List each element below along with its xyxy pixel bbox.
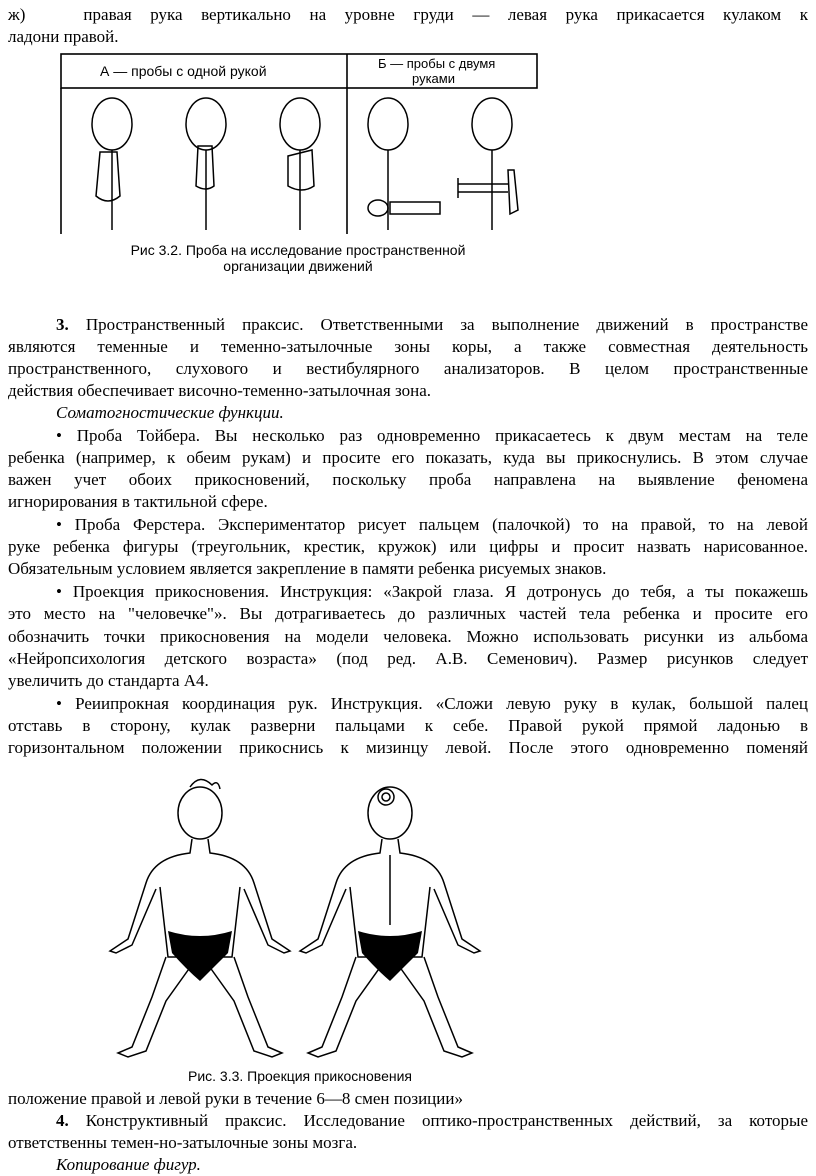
subheading: Копирование фигур. (56, 1155, 201, 1174)
figure-header-b: Б — пробы с двумя (378, 56, 496, 71)
text-line: • Проба Тойбера. Вы несколько раз одновременно прикасаетесь к двум местам на теле (56, 426, 808, 445)
figure-caption: Рис. 3.3. Проекция прикосновения (187, 1068, 412, 1084)
text-line: • Проба Ферстера. Экспериментатор рисует пальцем (палочкой) то на правой, то на левой (56, 515, 808, 534)
subheading: Соматогностические функции. (56, 403, 284, 422)
text-line: игнорирования в тактильной сфере. (8, 492, 268, 511)
text-line: обозначить точки прикосновения на модели человека. Можно использовать рисунки из альбома (8, 627, 808, 646)
text-line: действия обеспечивает височно-теменно-затылочная зона. (8, 381, 431, 400)
line-text: Конструктивный праксис. Исследование оптико-пространственных действий, за которые (68, 1111, 808, 1130)
text-line: являются теменные и теменно-затылочные зоны коры, а также совместная деятельность (8, 337, 808, 356)
line-text: Пространственный праксис. Ответственными за выполнение движений в пространстве (68, 315, 808, 334)
text-line: это место на "человечке"». Вы дотрагиваетесь до различных частей тела ребенка и просите его (8, 604, 808, 623)
text-line: ответственны темен-но-затылочные зоны мозга. (8, 1133, 358, 1152)
text-line: положение правой и левой руки в течение 6—8 смен позиции» (8, 1089, 463, 1108)
caption-line: Рис 3.2. Проба на исследование пространственной (130, 242, 466, 258)
figure-caption (118, 242, 478, 274)
list-marker: ж) (8, 5, 26, 24)
text-line (56, 314, 808, 336)
line-text: правая рука вертикально на уровне груди — левая рука прикасается кулаком к (83, 5, 808, 24)
text-line (8, 4, 808, 26)
section-number: 3. (56, 315, 69, 334)
figure-header-b: руками (412, 71, 455, 86)
text-line: «Нейропсихология детского возраста» (под ред. А.В. Семенович). Размер рисунков следует (8, 649, 808, 668)
text-line: Обязательным условием является закрепление в памяти ребенка рисуемых знаков. (8, 559, 607, 578)
text-line: ребенка (например, к обеим рукам) и просите его показать, куда вы прикоснулись. В этом случае (8, 448, 808, 467)
text-line: • Проекция прикосновения. Инструкция: «Закрой глаза. Я дотронусь до тебя, а ты покажешь (56, 582, 808, 601)
figure-3-2 (60, 52, 538, 237)
section-number: 4. (56, 1111, 69, 1130)
text-line: горизонтальном положении прикоснись к мизинцу левой. После этого одновременно поменяй (8, 738, 808, 757)
text-line: важен учет обоих прикосновений, поскольку проба направлена на выявление феномена (8, 470, 808, 489)
figure-header-a: А — пробы с одной рукой (100, 63, 267, 79)
text-line (56, 1110, 808, 1132)
text-line: руке ребенка фигуры (треугольник, крестик, кружок) или цифры и просит назвать нарисованное. (8, 537, 808, 556)
caption-line: организации движений (223, 258, 373, 274)
text-line: отставь в сторону, кулак разверни пальцами к себе. Правой рукой прямой ладонью в (8, 716, 808, 735)
text-line: ладони правой. (8, 27, 119, 46)
text-line: • Реиипрокная координация рук. Инструкция. «Сложи левую руку в кулак, большой палец (56, 694, 808, 713)
figure-3-3 (100, 775, 490, 1065)
text-line: увеличить до стандарта А4. (8, 671, 209, 690)
text-line: пространственного, слухового и вестибулярного анализаторов. В целом пространственные (8, 359, 808, 378)
